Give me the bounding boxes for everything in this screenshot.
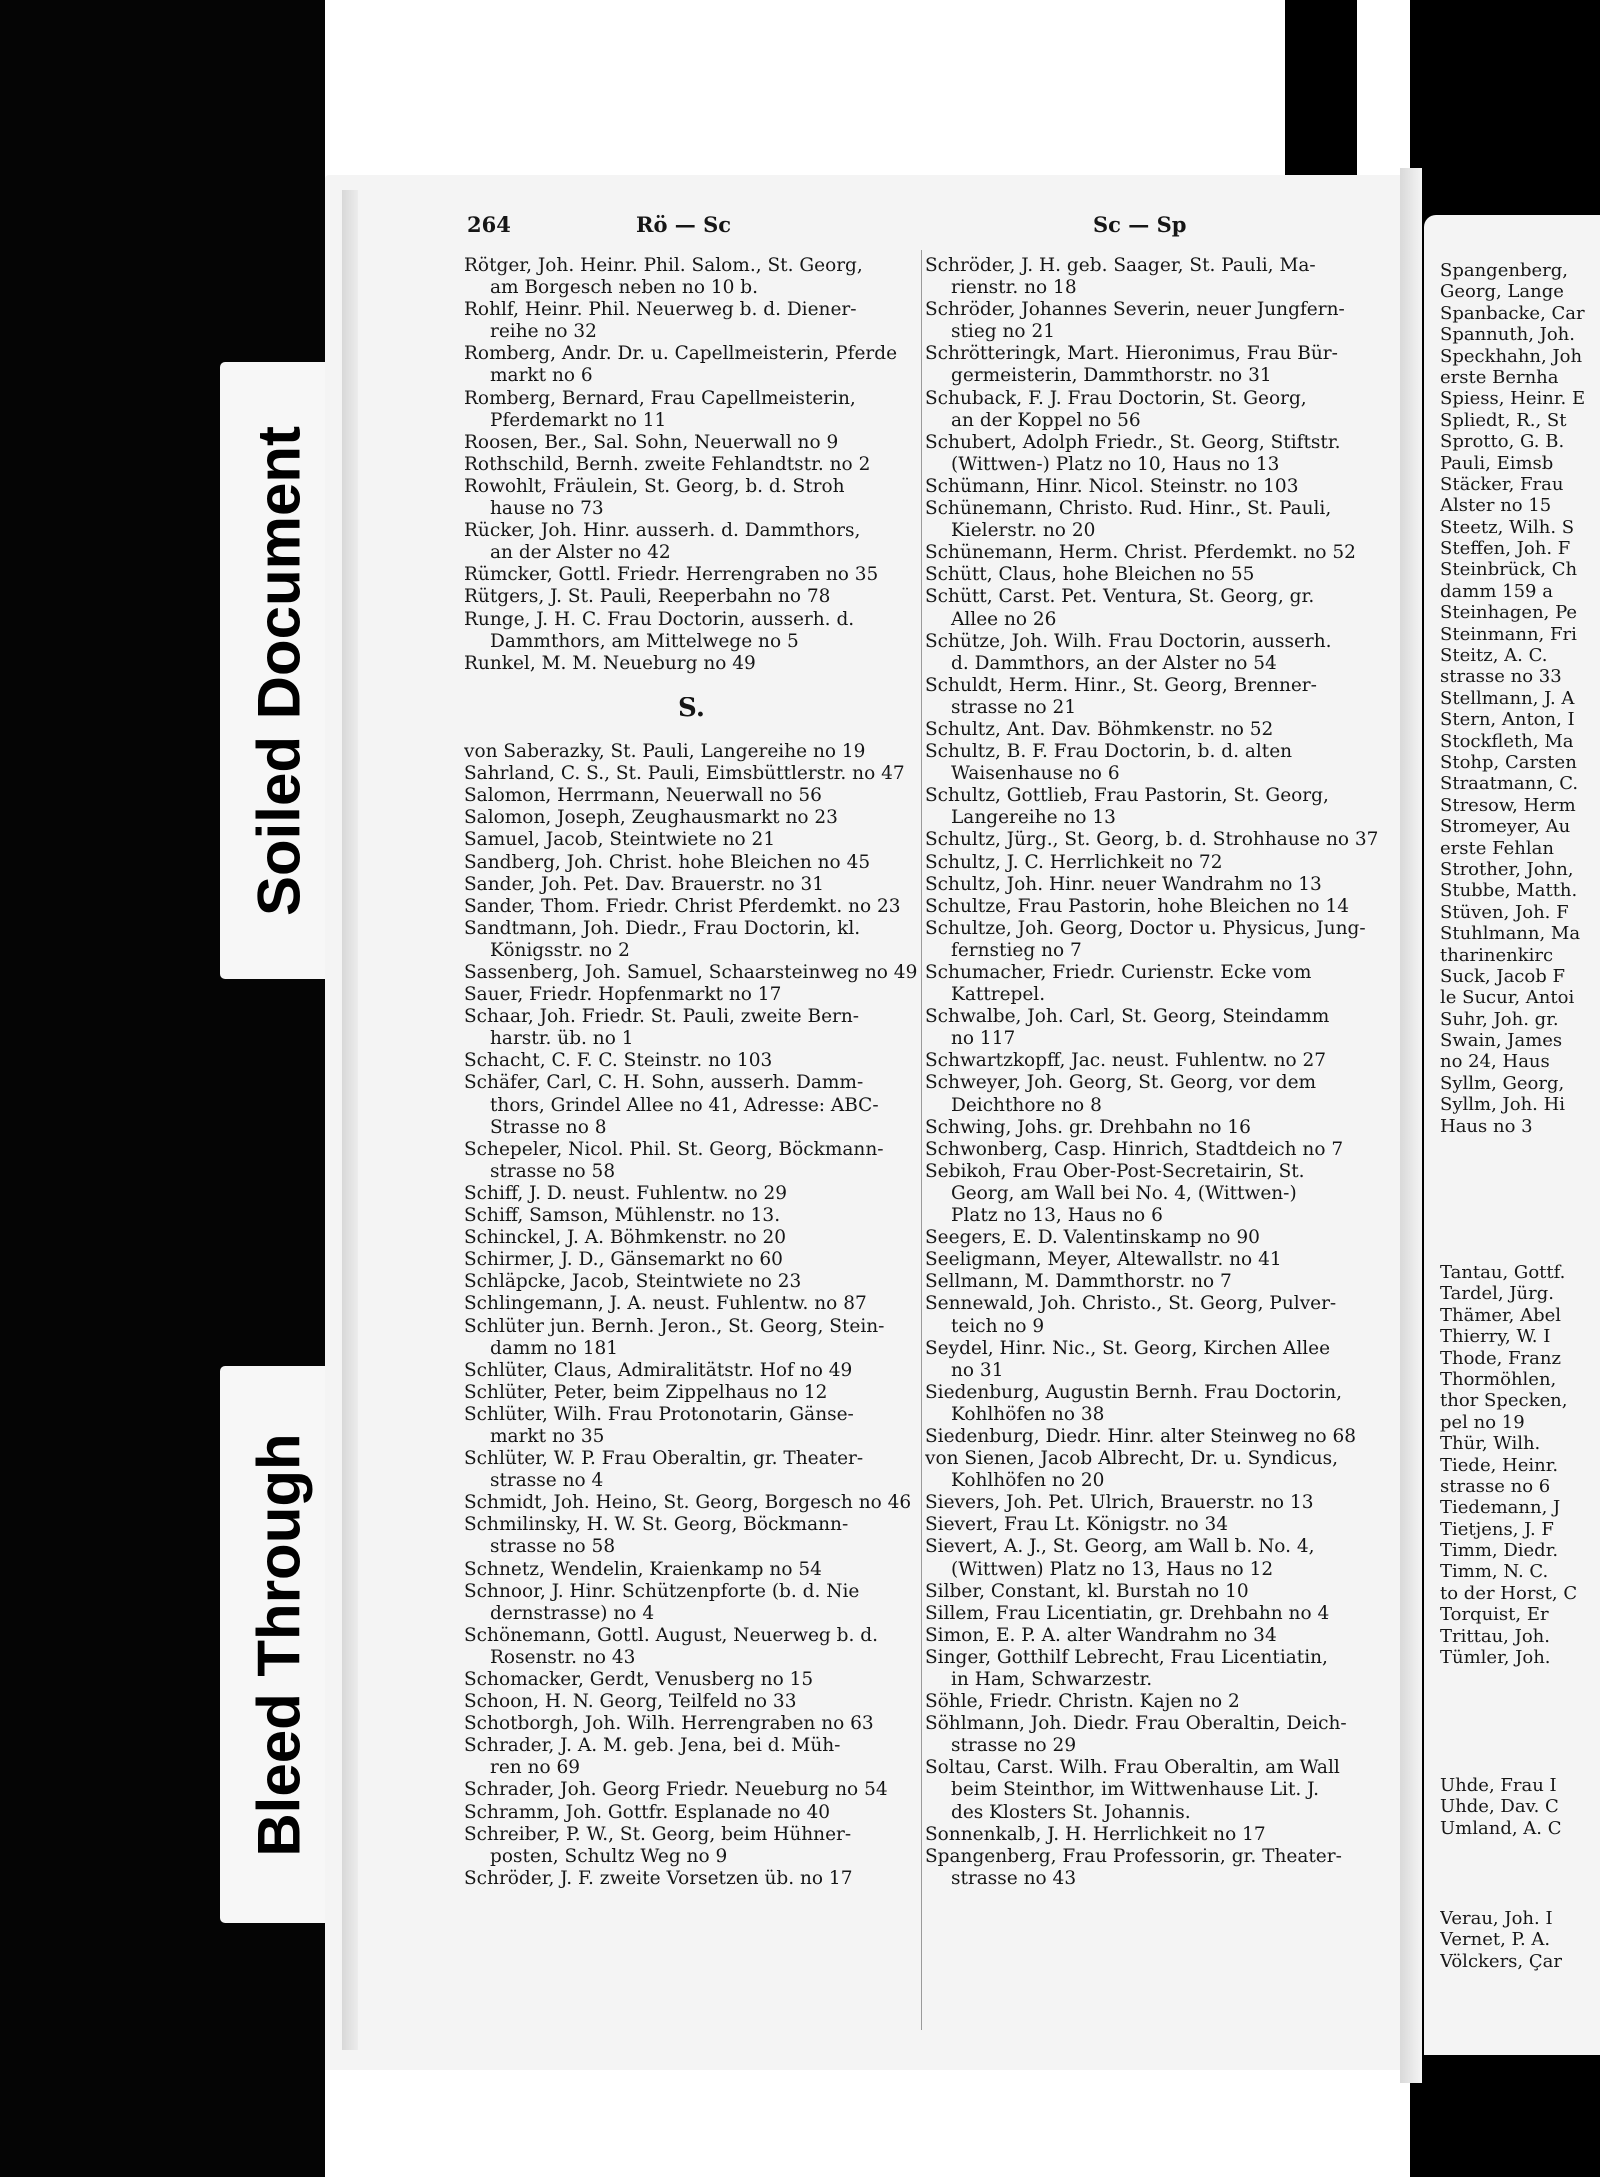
directory-entry-line: d. Dammthors, an der Alster no 54 <box>951 652 1277 674</box>
directory-entry-line: Schotborgh, Joh. Wilh. Herrengraben no 63 <box>464 1713 874 1735</box>
directory-entry-line: Waisenhause no 6 <box>951 763 1120 785</box>
directory-entry-line: Steffen, Joh. F <box>1440 538 1571 560</box>
directory-entry-line: Romberg, Andr. Dr. u. Capellmeisterin, Pferde <box>464 343 898 365</box>
directory-entry-line: Stohp, Carsten <box>1440 751 1577 773</box>
directory-entry-line: Platz no 13, Haus no 6 <box>951 1205 1163 1227</box>
directory-entry-line: Schwartzkopff, Jac. neust. Fuhlentw. no 27 <box>925 1050 1327 1072</box>
directory-entry-line: Uhde, Dav. C <box>1440 1796 1559 1818</box>
directory-entry-line: Tardel, Jürg. <box>1440 1283 1554 1305</box>
directory-entry-line: Schuback, F. J. Frau Doctorin, St. Georg, <box>925 387 1307 409</box>
directory-entry-line: Kielerstr. no 20 <box>951 520 1096 542</box>
directory-entry-line: Silber, Constant, kl. Burstah no 10 <box>925 1580 1249 1602</box>
directory-entry-line: erste Bernha <box>1440 366 1559 388</box>
directory-entry-line: Straatmann, C. <box>1440 773 1579 795</box>
directory-entry-line: thors, Grindel Allee no 41, Adresse: ABC- <box>490 1094 879 1116</box>
directory-entry-line: Schultze, Frau Pastorin, hohe Bleichen no 14 <box>925 895 1349 917</box>
directory-entry-line: Schwalbe, Joh. Carl, St. Georg, Steindamm <box>925 1006 1330 1028</box>
directory-entry-line: strasse no 29 <box>951 1735 1077 1757</box>
directory-entry-line: germeisterin, Dammthorstr. no 31 <box>951 365 1272 387</box>
directory-entry-line: to der Horst, C <box>1440 1582 1578 1604</box>
directory-entry-line: Sauer, Friedr. Hopfenmarkt no 17 <box>464 984 782 1006</box>
directory-entry-line: an der Alster no 42 <box>490 542 671 564</box>
directory-entry-line: Siedenburg, Diedr. Hinr. alter Steinweg no 68 <box>925 1425 1357 1447</box>
directory-entry-line: Schünemann, Herm. Christ. Pferdemkt. no 52 <box>925 542 1356 564</box>
directory-entry-line: Spliedt, R., St <box>1440 409 1567 431</box>
directory-entry-line: thor Specken, <box>1440 1390 1568 1412</box>
directory-entry-line: Schütt, Claus, hohe Bleichen no 55 <box>925 564 1255 586</box>
soiled-document-tag <box>220 362 338 979</box>
directory-entry-line: Steitz, A. C. <box>1440 645 1548 667</box>
directory-entry-line: Stubbe, Matth. <box>1440 880 1578 902</box>
directory-entry-line: Runge, J. H. C. Frau Doctorin, ausserh. d. <box>464 608 855 630</box>
directory-entry-line: Schirmer, J. D., Gänsemarkt no 60 <box>464 1249 783 1271</box>
directory-entry-line: Schiff, J. D. neust. Fuhlentw. no 29 <box>464 1182 788 1204</box>
section-letter: S. <box>678 696 705 719</box>
directory-entry-line: Sandberg, Joh. Christ. hohe Bleichen no 45 <box>464 851 871 873</box>
directory-entry-line: Schweyer, Joh. Georg, St. Georg, vor dem <box>925 1072 1317 1094</box>
directory-entry-line: Schlingemann, J. A. neust. Fuhlentw. no 87 <box>464 1293 867 1315</box>
directory-entry-line: Schütze, Joh. Wilh. Frau Doctorin, ausserh. <box>925 630 1332 652</box>
directory-entry-line: Strasse no 8 <box>490 1116 607 1138</box>
directory-entry-line: Spangenberg, Frau Professorin, gr. Theater- <box>925 1845 1342 1867</box>
directory-entry-line: Singer, Gotthilf Lebrecht, Frau Licentiatin, <box>925 1646 1328 1668</box>
directory-entry-line: Kattrepel. <box>951 984 1046 1006</box>
directory-entry-line: rienstr. no 18 <box>951 277 1077 299</box>
directory-entry-line: Schomacker, Gerdt, Venusberg no 15 <box>464 1669 814 1690</box>
directory-entry-line: (Wittwen-) Platz no 10, Haus no 13 <box>951 453 1280 475</box>
directory-entry-line: Pauli, Eimsb <box>1440 452 1554 474</box>
directory-entry-line: strasse no 58 <box>490 1536 616 1558</box>
directory-entry-line: Steinhagen, Pe <box>1440 602 1578 624</box>
directory-entry-line: pel no 19 <box>1440 1411 1525 1433</box>
directory-entry-line: Salomon, Joseph, Zeughausmarkt no 23 <box>464 807 838 829</box>
directory-entry-line: Stockfleth, Ma <box>1440 730 1574 752</box>
directory-entry-line: Schnoor, J. Hinr. Schützenpforte (b. d. Nie <box>464 1580 860 1602</box>
directory-entry-line: Schuldt, Herm. Hinr., St. Georg, Brenner- <box>925 674 1317 696</box>
directory-entry-line: in Ham, Schwarzestr. <box>951 1669 1153 1690</box>
directory-entry-line: Romberg, Bernard, Frau Capellmeisterin, <box>464 387 856 409</box>
directory-entry-line: Steinbrück, Ch <box>1440 559 1578 581</box>
directory-entry-line: an der Koppel no 56 <box>951 409 1141 431</box>
directory-entry-line: Sievers, Joh. Pet. Ulrich, Brauerstr. no 13 <box>925 1492 1314 1514</box>
directory-entry-line: Schumacher, Friedr. Curienstr. Ecke vom <box>925 962 1312 983</box>
directory-entry-line: Georg, Lange <box>1440 281 1564 303</box>
directory-entry-line: Tantau, Gottf. <box>1440 1262 1566 1283</box>
directory-entry-line: Runkel, M. M. Neueburg no 49 <box>464 652 756 674</box>
directory-entry-line: Stromeyer, Au <box>1440 816 1571 838</box>
directory-entry-line: reihe no 32 <box>490 321 597 343</box>
directory-entry-line: Schäfer, Carl, C. H. Sohn, ausserh. Damm- <box>464 1072 864 1094</box>
directory-entry-line: Völckers, Çar <box>1440 1950 1562 1972</box>
directory-entry-line: Spannuth, Joh. <box>1440 324 1575 346</box>
bleed-through-tag <box>220 1366 338 1923</box>
directory-entry-line: Verau, Joh. I <box>1440 1908 1553 1929</box>
directory-entry-line: Tietjens, J. F <box>1440 1518 1554 1540</box>
directory-entry-line: Thämer, Abel <box>1440 1304 1562 1326</box>
directory-entry-line: Georg, am Wall bei No. 4, (Wittwen-) <box>951 1182 1297 1204</box>
directory-entry-line: Sander, Thom. Friedr. Christ Pferdemkt. no 23 <box>464 895 901 917</box>
directory-entry-line: Speckhahn, Joh <box>1440 345 1583 367</box>
directory-entry-line: Schwing, Johs. gr. Drehbahn no 16 <box>925 1116 1251 1138</box>
directory-entry-line: Schaar, Joh. Friedr. St. Pauli, zweite Bern- <box>464 1006 860 1028</box>
directory-entry-line: Schlüter, Peter, beim Zippelhaus no 12 <box>464 1381 828 1403</box>
directory-entry-line: Spanbacke, Car <box>1440 302 1585 324</box>
directory-entry-line: dernstrasse) no 4 <box>490 1602 655 1624</box>
directory-entry-line: Sprotto, G. B. <box>1440 431 1565 453</box>
directory-entry-line: Rothschild, Bernh. zweite Fehlandtstr. no 2 <box>464 453 871 475</box>
directory-entry-line: Spangenberg, <box>1440 260 1568 281</box>
directory-entry-line: strasse no 21 <box>951 696 1077 718</box>
directory-entry-line: harstr. üb. no 1 <box>490 1028 634 1050</box>
directory-entry-line: Salomon, Herrmann, Neuerwall no 56 <box>464 785 822 807</box>
page-edge <box>342 190 358 2050</box>
directory-entry-line: des Klosters St. Johannis. <box>951 1801 1191 1823</box>
directory-entry-line: Schröder, Johannes Severin, neuer Jungfern- <box>925 299 1345 321</box>
directory-entry-line: Schultz, Joh. Hinr. neuer Wandrahm no 13 <box>925 873 1322 895</box>
directory-entry-line: Thierry, W. I <box>1440 1326 1551 1348</box>
directory-entry-line <box>464 719 919 741</box>
directory-entry-line: Schlüter, Wilh. Frau Protonotarin, Gänse- <box>464 1403 854 1425</box>
directory-entry-line: Rücker, Joh. Hinr. ausserh. d. Dammthors, <box>464 520 861 542</box>
directory-entry-line: Schütt, Carst. Pet. Ventura, St. Georg, gr. <box>925 586 1315 608</box>
bleed-through-label: Bleed Through <box>245 1432 313 1857</box>
directory-entry-line: erste Fehlan <box>1440 837 1554 859</box>
directory-entry-line: Schrötteringk, Mart. Hieronimus, Frau Bür- <box>925 343 1338 365</box>
directory-entry-line: Syllm, Joh. Hi <box>1440 1094 1566 1116</box>
directory-entry-line: Suck, Jacob F <box>1440 965 1565 987</box>
directory-entry-line: Schultz, Ant. Dav. Böhmkenstr. no 52 <box>925 718 1274 740</box>
directory-entry-line: Strother, John, <box>1440 858 1574 880</box>
directory-entry-line: Seydel, Hinr. Nic., St. Georg, Kirchen Allee <box>925 1337 1331 1359</box>
directory-entry-line: Umland, A. C <box>1440 1817 1562 1839</box>
directory-entry-line: Schnetz, Wendelin, Kraienkamp no 54 <box>464 1558 822 1580</box>
directory-entry-line: von Saberazky, St. Pauli, Langereihe no 19 <box>464 741 866 763</box>
directory-entry-line: Stellmann, J. A <box>1440 687 1575 709</box>
directory-entry-line: fernstieg no 7 <box>951 939 1082 961</box>
column-divider <box>921 250 922 2030</box>
directory-entry-line: Schultz, B. F. Frau Doctorin, b. d. alten <box>925 741 1293 763</box>
directory-entry-line: hause no 73 <box>490 498 604 520</box>
directory-entry-line: strasse no 6 <box>1440 1475 1551 1497</box>
directory-entry-line: Timm, N. C. <box>1440 1561 1549 1583</box>
directory-entry-line: Söhle, Friedr. Christn. Kajen no 2 <box>925 1691 1240 1713</box>
directory-entry-line: Schramm, Joh. Gottfr. Esplanade no 40 <box>464 1801 830 1823</box>
directory-entry-line: tharinenkirc <box>1440 944 1554 966</box>
cut-column-block-v <box>1440 1908 1600 1972</box>
directory-entry-line: Dammthors, am Mittelwege no 5 <box>490 630 799 652</box>
directory-entry-line: Sandtmann, Joh. Diedr., Frau Doctorin, kl. <box>464 917 861 939</box>
directory-entry-line: Haus no 3 <box>1440 1115 1533 1137</box>
directory-entry-line: Suhr, Joh. gr. <box>1440 1008 1559 1030</box>
directory-entry-line: Sievert, A. J., St. Georg, am Wall b. No. 4, <box>925 1536 1315 1558</box>
directory-entry-line: von Sienen, Jacob Albrecht, Dr. u. Syndicus, <box>925 1448 1339 1470</box>
directory-entry-line: le Sucur, Antoi <box>1440 987 1575 1009</box>
directory-entry-line: Stuhlmann, Ma <box>1440 923 1581 945</box>
directory-entry-line: Swain, James <box>1440 1030 1563 1052</box>
directory-entry-line: Schmilinsky, H. W. St. Georg, Böckmann- <box>464 1514 849 1536</box>
directory-entry-line: Tümler, Joh. <box>1440 1647 1551 1669</box>
directory-entry-line: Königsstr. no 2 <box>490 939 630 961</box>
directory-entry-line: strasse no 43 <box>951 1867 1077 1889</box>
directory-entry-line: Syllm, Georg, <box>1440 1072 1565 1094</box>
directory-entry-line: Kohlhöfen no 38 <box>951 1403 1105 1425</box>
directory-entry-line: Schultz, Jürg., St. Georg, b. d. Strohhause no 37 <box>925 829 1379 851</box>
directory-entry-line: Schünemann, Christo. Rud. Hinr., St. Pauli, <box>925 498 1332 520</box>
cut-column-block-u <box>1440 1775 1600 1839</box>
directory-entry-line: Schultze, Joh. Georg, Doctor u. Physicus, Jung- <box>925 917 1366 939</box>
cut-column-block-t <box>1440 1262 1600 1668</box>
directory-entry-line: strasse no 58 <box>490 1160 616 1182</box>
directory-entry-line: teich no 9 <box>951 1315 1045 1337</box>
soiled-document-label: Soiled Document <box>245 425 313 916</box>
directory-entry-line: strasse no 33 <box>1440 666 1562 688</box>
directory-entry-line: no 117 <box>951 1028 1016 1050</box>
directory-entry-line: Deichthore no 8 <box>951 1094 1102 1116</box>
directory-entry-line: damm no 181 <box>490 1337 619 1359</box>
running-head-left: Rö — Sc <box>636 212 732 237</box>
directory-entry-line: Schepeler, Nicol. Phil. St. Georg, Böckmann- <box>464 1138 884 1160</box>
directory-entry-line: Sillem, Frau Licentiatin, gr. Drehbahn no 4 <box>925 1602 1330 1624</box>
directory-entry-line: beim Steinthor, im Wittwenhause Lit. J. <box>951 1779 1320 1801</box>
directory-entry-line: Schümann, Hinr. Nicol. Steinstr. no 103 <box>925 475 1299 497</box>
directory-entry-line: Schoon, H. N. Georg, Teilfeld no 33 <box>464 1691 797 1713</box>
directory-entry-line: Steinmann, Fri <box>1440 623 1577 645</box>
directory-entry-line: Seeligmann, Meyer, Altewallstr. no 41 <box>925 1249 1282 1271</box>
directory-entry-line: no 24, Haus <box>1440 1051 1550 1073</box>
directory-entry-line: Rosenstr. no 43 <box>490 1646 636 1668</box>
directory-entry-line: Tiedemann, J <box>1440 1497 1561 1519</box>
directory-entry-line: Thode, Franz <box>1440 1347 1561 1369</box>
directory-entry-line: Langereihe no 13 <box>951 807 1116 829</box>
directory-entry-line: Schmidt, Joh. Heino, St. Georg, Borgesch no 46 <box>464 1492 912 1514</box>
directory-entry-line: Sonnenkalb, J. H. Herrlichkeit no 17 <box>925 1823 1266 1845</box>
directory-entry-line: Schwonberg, Casp. Hinrich, Stadtdeich no 7 <box>925 1138 1344 1160</box>
directory-entry-line: Schröder, J. F. zweite Vorsetzen üb. no 17 <box>464 1867 853 1889</box>
directory-entry-line: Schacht, C. F. C. Steinstr. no 103 <box>464 1050 773 1072</box>
directory-entry-line: Rütgers, J. St. Pauli, Reeperbahn no 78 <box>464 586 831 608</box>
book-gutter <box>1400 168 1422 2083</box>
directory-entry-line: Schrader, Joh. Georg Friedr. Neueburg no 54 <box>464 1779 888 1801</box>
directory-entry-line: Stäcker, Frau <box>1440 473 1564 495</box>
directory-entry-line: Soltau, Carst. Wilh. Frau Oberaltin, am Wall <box>925 1757 1340 1779</box>
directory-entry-line: Seegers, E. D. Valentinskamp no 90 <box>925 1227 1260 1249</box>
directory-entry-line: strasse no 4 <box>490 1470 604 1492</box>
directory-entry-line: Schlüter jun. Bernh. Jeron., St. Georg, Stein- <box>464 1315 885 1337</box>
directory-entry-line: Sander, Joh. Pet. Dav. Brauerstr. no 31 <box>464 873 825 895</box>
directory-entry-line: Alster no 15 <box>1440 495 1552 517</box>
directory-entry-line: Schlüter, Claus, Admiralitätstr. Hof no 49 <box>464 1359 853 1381</box>
directory-entry-line: posten, Schultz Weg no 9 <box>490 1845 728 1867</box>
directory-entry-line: Trittau, Joh. <box>1440 1625 1550 1647</box>
directory-entry-line: Sahrland, C. S., St. Pauli, Eimsbüttlerstr. no 47 <box>464 763 905 785</box>
running-head-right: Sc — Sp <box>1093 212 1187 237</box>
directory-entry-line: Steetz, Wilh. S <box>1440 516 1575 538</box>
directory-entry-line: Allee no 26 <box>951 608 1057 630</box>
directory-entry-line: Schinckel, J. A. Böhmkenstr. no 20 <box>464 1227 787 1249</box>
directory-entry-line: Stern, Anton, I <box>1440 709 1575 731</box>
directory-entry-line: Sievert, Frau Lt. Königstr. no 34 <box>925 1514 1229 1536</box>
directory-entry-line: Tiede, Heinr. <box>1440 1454 1559 1476</box>
directory-entry-line: no 31 <box>951 1359 1004 1381</box>
directory-entry-line: Schönemann, Gottl. August, Neuerweg b. d. <box>464 1624 878 1646</box>
directory-entry-line: Uhde, Frau I <box>1440 1775 1557 1796</box>
directory-entry-line: Timm, Diedr. <box>1440 1540 1559 1562</box>
page-number: 264 <box>467 212 511 237</box>
directory-entry-line: Schreiber, P. W., St. Georg, beim Hühner- <box>464 1823 852 1845</box>
directory-entry-line: Schrader, J. A. M. geb. Jena, bei d. Müh- <box>464 1735 841 1757</box>
directory-entry-line: Spiess, Heinr. E <box>1440 388 1586 410</box>
directory-entry-line: Schlüter, W. P. Frau Oberaltin, gr. Theater- <box>464 1448 864 1470</box>
directory-entry-line: Schultz, J. C. Herrlichkeit no 72 <box>925 851 1223 873</box>
directory-entry-line: Rümcker, Gottl. Friedr. Herrengraben no 35 <box>464 564 879 586</box>
directory-entry-line: Rohlf, Heinr. Phil. Neuerweg b. d. Diener- <box>464 299 857 321</box>
directory-entry-line: Sellmann, M. Dammthorstr. no 7 <box>925 1271 1232 1293</box>
cut-column-block-s <box>1440 260 1600 1137</box>
directory-entry-line: Stüven, Joh. F <box>1440 901 1569 923</box>
directory-entry-line: am Borgesch neben no 10 b. <box>490 277 758 299</box>
directory-entry-line: Söhlmann, Joh. Diedr. Frau Oberaltin, Deich- <box>925 1713 1347 1735</box>
directory-entry-line: Schiff, Samson, Mühlenstr. no 13. <box>464 1205 781 1227</box>
directory-entry-line: Schläpcke, Jacob, Steintwiete no 23 <box>464 1271 802 1293</box>
directory-entry-line: Thormöhlen, <box>1440 1368 1557 1390</box>
directory-column-middle <box>925 255 1380 1890</box>
directory-entry-line: Sassenberg, Joh. Samuel, Schaarsteinweg no 49 <box>464 962 918 983</box>
directory-entry-line: Simon, E. P. A. alter Wandrahm no 34 <box>925 1624 1277 1646</box>
directory-entry-line: Siedenburg, Augustin Bernh. Frau Doctorin, <box>925 1381 1343 1403</box>
binding-shadow <box>1285 0 1357 178</box>
directory-entry-line: stieg no 21 <box>951 321 1055 343</box>
directory-entry-line: Torquist, Er <box>1440 1604 1549 1626</box>
directory-entry-line: Roosen, Ber., Sal. Sohn, Neuerwall no 9 <box>464 431 839 453</box>
directory-entry-line: Stresow, Herm <box>1440 794 1576 816</box>
directory-entry-line: Thür, Wilh. <box>1440 1433 1541 1455</box>
directory-entry-line <box>464 675 919 697</box>
directory-entry-line: Rowohlt, Fräulein, St. Georg, b. d. Stroh <box>464 475 845 497</box>
directory-entry-line: markt no 35 <box>490 1425 605 1447</box>
directory-entry-line: Kohlhöfen no 20 <box>951 1470 1105 1492</box>
directory-entry-line: Sebikoh, Frau Ober-Post-Secretairin, St. <box>925 1160 1305 1182</box>
directory-column-left <box>464 255 919 1890</box>
directory-entry-line: Sennewald, Joh. Christo., St. Georg, Pulver- <box>925 1293 1337 1315</box>
directory-entry-line: Pferdemarkt no 11 <box>490 409 667 431</box>
directory-entry-line: Schultz, Gottlieb, Frau Pastorin, St. Georg, <box>925 785 1329 807</box>
directory-entry-line: damm 159 a <box>1440 580 1553 602</box>
directory-entry-line: (Wittwen) Platz no 13, Haus no 12 <box>951 1558 1274 1580</box>
directory-entry-line: Schröder, J. H. geb. Saager, St. Pauli, Ma- <box>925 255 1316 276</box>
directory-entry-line: Rötger, Joh. Heinr. Phil. Salom., St. Georg, <box>464 255 863 276</box>
directory-entry-line: Schubert, Adolph Friedr., St. Georg, Stiftstr. <box>925 431 1341 453</box>
directory-entry-line: Vernet, P. A. <box>1440 1929 1551 1951</box>
directory-entry-line: Samuel, Jacob, Steintwiete no 21 <box>464 829 776 851</box>
directory-entry-line: markt no 6 <box>490 365 593 387</box>
directory-entry-line: ren no 69 <box>490 1757 581 1779</box>
